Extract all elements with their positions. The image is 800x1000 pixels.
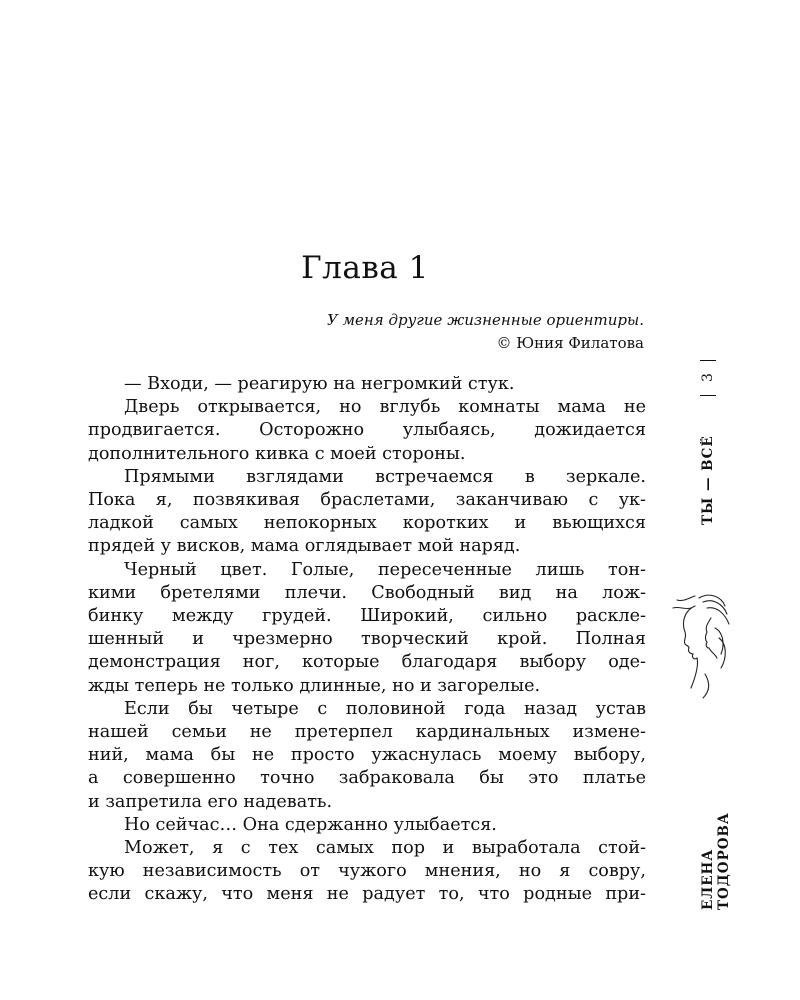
text-line: Может, я с тех самых пор и выработала стой-: [124, 838, 646, 859]
page-number: 3: [700, 360, 716, 396]
text-line: жды теперь не только длинные, но и загорелые.: [88, 675, 541, 696]
text-line: — Входи, — реагирую на негромкий стук.: [124, 374, 515, 394]
text-line: Дверь открывается, но вглубь комнаты мама не: [124, 397, 646, 418]
text-line: если скажу, что меня не радует то, что родные при-: [88, 884, 646, 905]
epigraph-attribution: © Юния Филатова: [496, 334, 644, 352]
text-line: Но сейчас… Она сдержанно улыбается.: [124, 814, 497, 835]
chapter-body: [88, 373, 646, 907]
text-line: демонстрация ног, которые благодаря выбору оде-: [88, 652, 646, 673]
text-line: дополнительного кивка с моей стороны.: [88, 443, 466, 464]
text-line: а совершенно точно забраковала бы это платье: [88, 768, 646, 789]
epigraph-quote: У меня другие жизненные ориентиры.: [327, 311, 644, 329]
couple-silhouette-icon: [665, 588, 737, 700]
text-line: шенный и чрезмерно творческий крой. Полная: [88, 629, 646, 650]
text-line: кую независимость от чужого мнения, но я совру,: [88, 861, 646, 882]
chapter-title: Глава 1: [301, 250, 429, 286]
text-line: Черный цвет. Голые, пересеченные лишь тон-: [124, 559, 646, 580]
text-line: Если бы четыре с половиной года назад устав: [124, 698, 646, 719]
text-line: продвигается. Осторожно улыбаясь, дожидается: [88, 420, 646, 441]
text-line: нашей семьи не претерпел кардинальных измене-: [88, 722, 646, 743]
text-line: и запретила его надевать.: [88, 791, 333, 812]
text-line: Пока я, позвякивая браслетами, заканчиваю с ук-: [88, 490, 646, 511]
text-line: ний, мама бы не просто ужаснулась моему выбору,: [88, 745, 646, 766]
text-line: бинку между грудей. Широкий, сильно раскле-: [88, 606, 646, 627]
author-name: ЕЛЕНА ТОДОРОВА: [700, 812, 732, 910]
text-line: прядей у висков, мама оглядывает мой наряд.: [88, 536, 521, 557]
epigraph: [327, 309, 644, 355]
text-line: кими бретелями плечи. Свободный вид на лож-: [88, 582, 646, 603]
text-line: Прямыми взглядами встречаемся в зеркале.: [124, 466, 646, 487]
running-title: ТЫ — ВСЁ: [700, 435, 716, 525]
text-line: ладкой самых непокорных коротких и вьющихся: [88, 513, 646, 534]
